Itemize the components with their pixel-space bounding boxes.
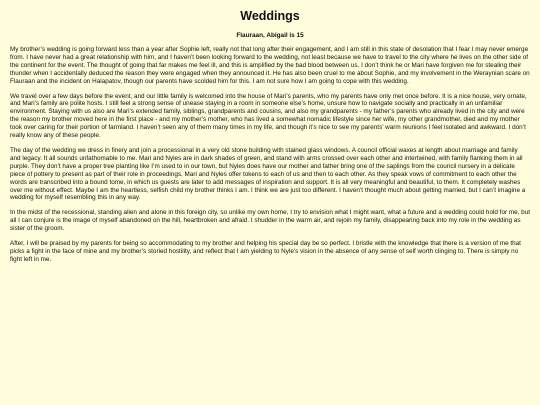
paragraph-1: My brother’s wedding is going forward less than a year after Sophie left, really not that long after their engagement, and I am still in this state of desolation that I fear I may never emerge from. I have never had a great relationship with him, and I haven’t been looking forward to the wedding, not least because we have to travel to the city where he lives on the other side of the continent for the event. The thought of going that far makes me feel ill, and this is amplified by the bad blood between us. I don’t think he or Mari have forgiven me for stealing their thunder when I accidentally deduced the reason they were engaged when they announced it. He has also been cruel to me about Sophie, and my involvement in the Weraynian scare on Flauraan and the incident on Halapatov, though our parents have scolded him for this. I am not sure how I am going to cope with this wedding.	[10, 46, 530, 85]
paragraph-3: The day of the wedding we dress in finery and join a processional in a very old stone building with stained glass windows. A council official waxes at length about marriage and family and legacy. It all sounds unfathomable to me. Mari and Nyles are in dark shades of green, and stand with arms crossed over each other and intertwined, with family flanking them in all purple. They don’t have a proper tree planting like I’m used to in our town, but Nyles does have our mother and father bring one of the saplings from the council nursery in a delicate piece of pottery to present as part of their role in proceedings. Mari and Nyles offer tokens to each of us and then to each other. As they speak vows of commitment to each other the words are transcribed into a bound tome, in which us guests are later to add messages of inspiration and support. It is all very meaningful and beautiful, to them. It completely washes over me without effect. Maybe I am the heartless, selfish child my brother thinks I am. I think we are just too different. I haven’t thought much about getting married, but I can’t imagine a wedding for myself resembling this in any way.	[10, 146, 526, 202]
page-title: Weddings	[240, 9, 300, 23]
paragraph-4: In the midst of the recessional, standing alien and alone in this foreign city, so unlike my own home, I try to envision what I might want, what a future and a wedding could hold for me, but all I can conjure is the image of myself abandoned on the hill, heartbroken and afraid. I shudder in the warm air, and rejoin my family, disappearing back into my role in the wedding as sister of the groom.	[10, 209, 531, 233]
paragraph-5: After, I will be praised by my parents for being so accommodating to my brother and helping his special day be so perfect. I bristle with the knowledge that there is a version of me that picks a fight in the face of mine and my brother’s storied hostility, and reflect that I am yielding to Nyle’s vision in the absence of any sense of self worth clinging to. There is simply no fight left in me.	[10, 240, 521, 263]
page-subtitle: Flauraan, Abigail is 15	[236, 32, 304, 39]
paragraph-2: We travel over a few days before the event, and our little family is welcomed into the house of Mari’s parents, who my parents have only met once before. It is a nice house, very ornate, and Mari’s family are polite hosts. I still feel a strong sense of unease staying in a room in someone else’s home, unsure how to navigate socially and practically in an unfamiliar environment. Staying with us also are Mari’s extended family, siblings, grandparents and cousins, and also my grandparents - my father’s parents who already lived in the city and were the reason my brother moved here in the first place - and my mother’s mother, who has lived a somewhat nomadic lifestyle since her wife, my other grandmother, died and my mother took over caring for their portion of farmland. I haven’t seen any of them many times in my life, and though it’s nice to see my parents’ warm reunions I feel isolated and awkward. I don’t really know any of these people.	[10, 92, 527, 140]
